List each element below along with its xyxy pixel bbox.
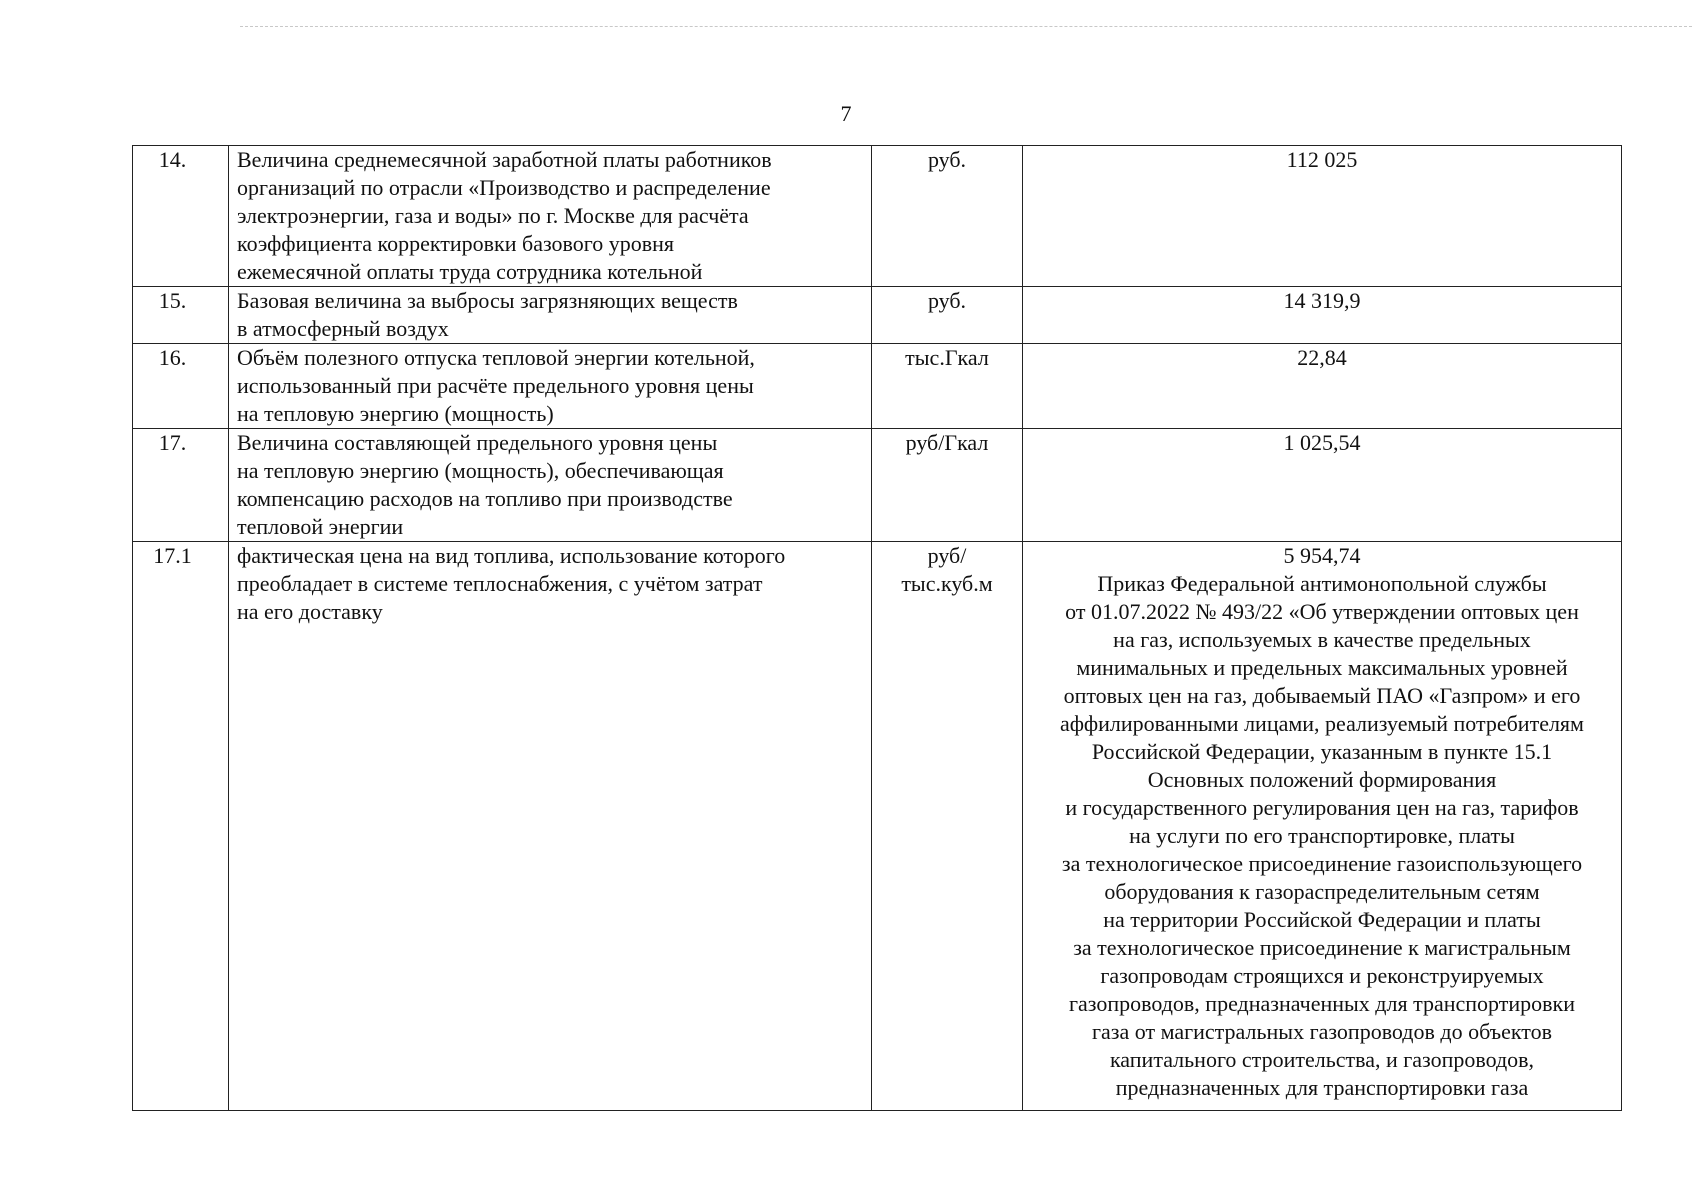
value-cell: 1 025,54: [1023, 429, 1622, 542]
indicator-name: Величина среднемесячной заработной платы работников организаций по отрасли «Производство и распределение электроэнергии, газа и воды» по г. Москве для расчёта коэффициента корректировки базового уровня ежемесячной оплаты труда сотрудника котельной: [229, 146, 872, 287]
unit-cell: руб/ тыс.куб.м: [872, 542, 1023, 1111]
indicators-table: [132, 145, 1622, 1111]
indicator-name: фактическая цена на вид топлива, использование которого преобладает в системе теплоснабжения, с учётом затрат на его доставку: [229, 542, 872, 1111]
scan-edge-line: [240, 26, 1692, 27]
indicator-name: Величина составляющей предельного уровня цены на тепловую энергию (мощность), обеспечивающая компенсацию расходов на топливо при производстве тепловой энергии: [229, 429, 872, 542]
indicator-name: Объём полезного отпуска тепловой энергии котельной, использованный при расчёте предельного уровня цены на тепловую энергию (мощность): [229, 344, 872, 429]
table-row: [133, 429, 1622, 542]
table-row: [133, 146, 1622, 287]
unit-cell: руб/Гкал: [872, 429, 1023, 542]
value-cell: 14 319,9: [1023, 287, 1622, 344]
row-number: 17.1: [133, 542, 229, 1111]
row-number: 14.: [133, 146, 229, 287]
value-cell: 22,84: [1023, 344, 1622, 429]
table-row: [133, 344, 1622, 429]
row-number: 16.: [133, 344, 229, 429]
value-number: 5 954,74: [1283, 543, 1361, 568]
row-number: 15.: [133, 287, 229, 344]
unit-cell: руб.: [872, 287, 1023, 344]
row-number: 17.: [133, 429, 229, 542]
unit-cell: тыс.Гкал: [872, 344, 1023, 429]
table-row: [133, 287, 1622, 344]
indicator-name: Базовая величина за выбросы загрязняющих веществ в атмосферный воздух: [229, 287, 872, 344]
table-row: [133, 542, 1622, 1111]
value-cell: [1023, 542, 1622, 1111]
legal-reference-note: Приказ Федеральной антимонопольной службы от 01.07.2022 № 493/22 «Об утверждении оптовых цен на газ, используемых в качестве предельных минимальных и предельных максимальных уровней оптовых цен на газ, добываемый ПАО «Газпром» и его аффилированными лицами, реализуемый потребителям Российской Федерации, указанным в пункте 15.1 Основных положений формирования и государственного регулирования цен на газ, тарифов на услуги по его транспортировке, платы за технологическое присоединение газоиспользующего оборудования к газораспределительным сетям на территории Российской Федерации и платы за технологическое присоединение к магистральным газопроводам строящихся и реконструируемых газопроводов, предназначенных для транспортировки газа от магистральных газопроводов до объектов капитального строительства, и газопроводов, предназначенных для транспортировки газа: [1060, 571, 1584, 1100]
value-cell: 112 025: [1023, 146, 1622, 287]
unit-cell: руб.: [872, 146, 1023, 287]
page-number: 7: [840, 101, 852, 126]
